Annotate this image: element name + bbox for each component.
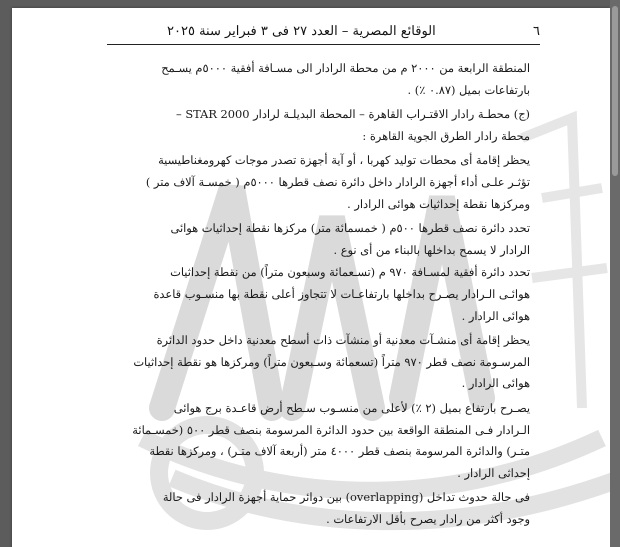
scrollbar-thumb[interactable]: [612, 6, 618, 176]
text-line: يحظر إقامة أى منشـآت معدنية أو منشآت ذات أسطح معدنية داخل حدود الدائرة: [156, 333, 530, 348]
header-divider: [107, 44, 540, 45]
paragraph: [60, 58, 530, 101]
text-line: المرسـومة نصف قطر ٩٧٠ متراً (تسعمائة وسـبعون متراً) ومركزها هو نقطة إحداثيات: [133, 354, 530, 369]
paragraph: [60, 262, 530, 327]
paragraph: [60, 487, 530, 530]
text-line: هوائى الرادار .: [461, 376, 530, 391]
paragraph: [60, 150, 530, 215]
text-line: المنطقة الرابعة من ٢٠٠٠ م من محطة الرادار الى مسـافة أفقية ٥٠٠٠م يسـمح: [161, 61, 530, 75]
document-body: [60, 58, 530, 531]
page-number: ٦: [533, 24, 540, 39]
text-line: بارتفاعات بميل (٠.٨٧ ٪) .: [407, 82, 530, 97]
text-line: يحظر إقامة أى محطات توليد كهربا ، أو آية أجهزة تصدر موجات كهرومغناطيسية: [158, 153, 530, 168]
paragraph: [60, 330, 530, 395]
journal-header-line: الوقائع المصرية – العدد ٢٧ فى ٣ فبراير سنة ٢٠٢٥: [167, 24, 436, 39]
vertical-scrollbar[interactable]: [610, 0, 620, 547]
text-line: محطة رادار الطرق الجوية القاهرة :: [362, 128, 530, 143]
document-page: [12, 8, 610, 547]
text-line: هوائـى الـرادار يصـرح بداخلها بارتفاعـات لا تتجاوز أعلى نقطة بها منسـوب قاعدة: [153, 286, 530, 301]
paragraph: [60, 398, 530, 484]
text-line: وجود أكثر من رادار يصرح بأقل الارتفاعات .: [326, 511, 530, 526]
text-line: إحداثى الرادار .: [457, 465, 530, 480]
text-line: الـرادار فـى المنطقة الواقعة بين حدود الدائرة المرسومة بنصف قطر ٥٠٠ (خمسـمائة: [132, 422, 530, 437]
page-header: [107, 22, 540, 44]
text-line: تحدد دائرة نصف قطرها ٥٠٠م ( خمسمائة متر) مركزها نقطة إحداثيات هوائى: [170, 221, 530, 236]
paragraph: [60, 218, 530, 261]
paragraph: [60, 104, 530, 147]
text-line: فى حالة حدوث تداخل (overlapping) بين دوائر حماية أجهزة الرادار فى حالة: [162, 490, 530, 505]
text-line: (ج) محطـة رادار الاقتـراب القاهرة – المحطة البديلـة لرادار STAR 2000 –: [176, 107, 530, 122]
text-line: متـر) والدائرة المرسومة بنصف قطر ٤٠٠٠ متر (أربعة آلاف متـر) ، ومركزها نقطة: [149, 444, 530, 459]
text-line: يصـرح بارتفاع بميل (٢ ٪) لأعلى من منسـوب سـطح أرض قاعـدة برج هوائى: [173, 400, 530, 415]
text-line: ومركزها نقطة إحداثيات هوائى الرادار .: [347, 196, 530, 211]
text-line: هوائى الرادار .: [461, 308, 530, 323]
text-line: تؤثـر علـى أداء أجهزة الرادار داخل دائرة نصف قطرها ٥٠٠٠م ( خمسـة آلاف متر ): [145, 174, 530, 189]
text-line: تحدد دائرة أفقية لمسـافة ٩٧٠ م (تسـعمائة وسبعون متراً) من نقطة إحداثيات: [170, 265, 530, 280]
text-line: الرادار لا يسمح بداخلها بالبناء من أى نوع .: [333, 242, 530, 257]
